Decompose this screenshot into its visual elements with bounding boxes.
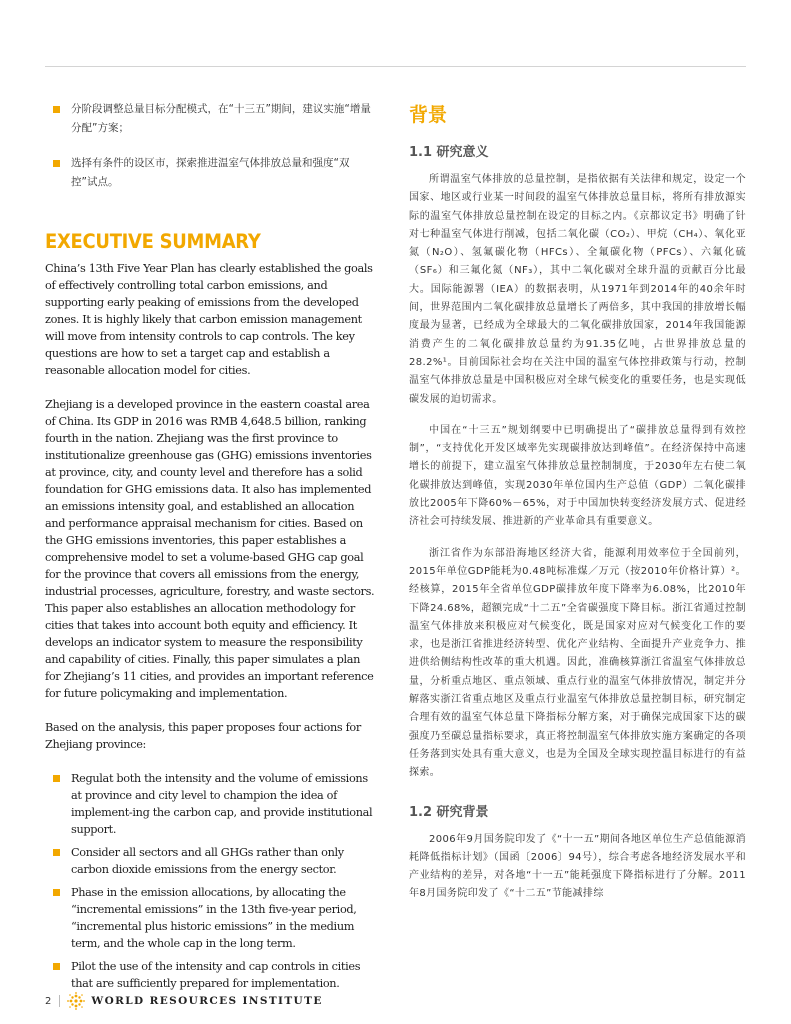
cn-bullet-text: 选择有条件的设区市，探索推进温室气体排放总量和强度“双控”试点。	[71, 157, 350, 188]
action-bullet-item	[45, 844, 375, 878]
summary-paragraph: China’s 13th Five Year Plan has clearly established the goals of effectively controlling total carbon emissions, and supporting early peaking of emissions from the developed zones. It is highly likely that carbon emission management will move from intensity controls to cap controls. The key questions are how to set a target cap and establish a reasonable allocation model for cities.	[45, 262, 373, 377]
action-bullet-text: Pilot the use of the intensity and cap controls in cities that are sufficiently prepared for implementation.	[71, 960, 361, 990]
body-paragraph: 中国在“十三五”规划纲要中已明确提出了“碳排放总量得到有效控制”，“支持优化开发区域率先实现碳排放达到峰值”。在经济保持中高速增长的前提下，建立温室气体排放总量控制制度，于2030年左右使二氧化碳排放达到峰值，实现2030年单位国内生产总值（GDP）二氧化碳排放比2005年下降60%－65%，对于中国加快转变经济发展方式、促进经济社会可持续发展、推进新的产业革命具有重要意义。	[409, 424, 746, 528]
subsection-title: 1.2 研究背景	[409, 804, 489, 820]
summary-paragraph: Zhejiang is a developed province in the eastern coastal area of China. Its GDP in 2016 was RMB 4,648.5 billion, ranking fourth in the nation. Zhejiang was the first province to institutionalize greenhouse gas (GHG) emissions inventories at province, city, and county level and therefore has a solid foundation for GHG emissions data. It also has implemented an emissions intensity goal, and established an allocation and performance appraisal mechanism for cities. Based on the GHG emissions inventories, this paper establishes a comprehensive model to set a volume-based GHG cap goal for the province that covers all emissions from the energy, industrial processes, agriculture, forestry, and waste sectors. This paper also establishes an allocation methodology for cities that takes into account both equity and efficiency. It develops an indicator system to measure the responsibility and capability of cities. Finally, this paper simulates a plan for Zhejiang’s 11 cities, and provides an important reference for future policymaking and implementation.	[45, 398, 375, 700]
action-bullet-text: Consider all sectors and all GHGs rather than only carbon dioxide emissions from the energy sector.	[71, 846, 344, 876]
body-paragraph: 浙江省作为东部沿海地区经济大省，能源利用效率位于全国前列，2015年单位GDP能耗为0.48吨标准煤／万元（按2010年价格计算）²。经核算，2015年全省单位GDP碳排放年度下降率为6.08%，比2010年下降24.68%，超额完成“十二五”全省碳强度下降目标。浙江省通过控制温室气体排放来积极应对气候变化，既是国家对应对气候变化工作的要求，也是浙江省推进经济转型、优化产业结构、全面提升产业竞争力、推进供给侧结构性改革的重大机遇。因此，准确核算浙江省温室气体排放总量，分析重点地区、重点领域、重点行业的温室气体排放情况，制定并分解落实浙江省重点地区及重点行业温室气体排放总量控制目标，研究制定合理有效的温室气体总量下降指标分解方案，对于确保完成国家下达的碳强度乃至碳总量指标要求，真正将控制温室气体排放实施方案确定的各项任务落到实处具有重大意义，也是为全国及全球实现控温目标进行的有益探索。	[409, 547, 746, 779]
bullet-square-icon	[53, 160, 60, 167]
summary-paragraph: Based on the analysis, this paper proposes four actions for Zhejiang province:	[45, 721, 361, 751]
subsection-title: 1.1 研究意义	[409, 145, 489, 160]
bullet-square-icon	[53, 889, 60, 896]
action-bullet-item	[45, 958, 375, 992]
action-bullet-item	[45, 770, 375, 838]
page-footer	[45, 991, 323, 1011]
wri-logo-icon	[67, 992, 85, 1010]
executive-summary-heading: EXECUTIVE SUMMARY	[45, 230, 261, 253]
action-bullet-text: Regulat both the intensity and the volume of emissions at province and city level to champion the idea of implement-ing the carbon cap, and provide institutional support.	[71, 772, 373, 836]
section-title: 背景	[409, 104, 448, 126]
left-column	[45, 100, 375, 998]
cn-bullet-item	[45, 100, 375, 138]
action-bullet-text: Phase in the emission allocations, by allocating the “incremental emissions” in the 13th five-year period, “incremental plus historic emissions” in the medium term, and the whole cap in the long term.	[71, 886, 357, 950]
right-column	[409, 100, 746, 917]
bullet-square-icon	[53, 963, 60, 970]
page-number: 2	[45, 995, 52, 1007]
bullet-square-icon	[53, 849, 60, 856]
bullet-square-icon	[53, 775, 60, 782]
header-rule	[45, 66, 746, 67]
bullet-square-icon	[53, 106, 60, 113]
body-paragraph: 所谓温室气体排放的总量控制，是指依据有关法律和规定，设定一个国家、地区或行业某一时间段的温室气体排放总量目标，将所有排放源实际的温室气体排放总量控制在设定的目标之内。《京都议定书》明确了针对七种温室气体进行削减，包括二氧化碳（CO₂）、甲烷（CH₄）、氧化亚氮（N₂O）、氢氟碳化物（HFCs）、全氟碳化物（PFCs）、六氟化硫（SF₆）和三氟化氮（NF₃），其中二氧化碳对全球升温的贡献百分比最大。国际能源署（IEA）的数据表明，从1971年到2014年的40余年时间，世界范围内二氧化碳排放总量增长了两倍多，其中我国的排放增长幅度最为显著，已经成为全球最大的二氧化碳排放国家，2014年我国能源消费产生的二氧化碳排放总量约为91.35亿吨，占世界排放总量的28.2%¹。目前国际社会均在关注中国的温室气体控排政策与行动，控制温室气体排放总量是中国积极应对全球气候变化的重要任务，也是实现低碳发展的迫切需求。	[409, 174, 746, 405]
cn-bullet-item	[45, 154, 375, 192]
action-bullet-item	[45, 884, 375, 952]
organization-name: WORLD RESOURCES INSTITUTE	[91, 995, 323, 1007]
body-paragraph: 2006年9月国务院印发了《“十一五”期间各地区单位生产总值能源消耗降低指标计划》（国函〔2006〕94号），综合考虑各地经济发展水平和产业结构的差异，对各地“十一五”能耗强度下降指标进行了分解。2011年8月国务院印发了《“十二五”节能减排综	[409, 833, 746, 900]
footer-divider	[59, 995, 60, 1007]
cn-bullet-text: 分阶段调整总量目标分配模式，在“十三五”期间，建议实施“增量分配”方案；	[71, 103, 371, 134]
